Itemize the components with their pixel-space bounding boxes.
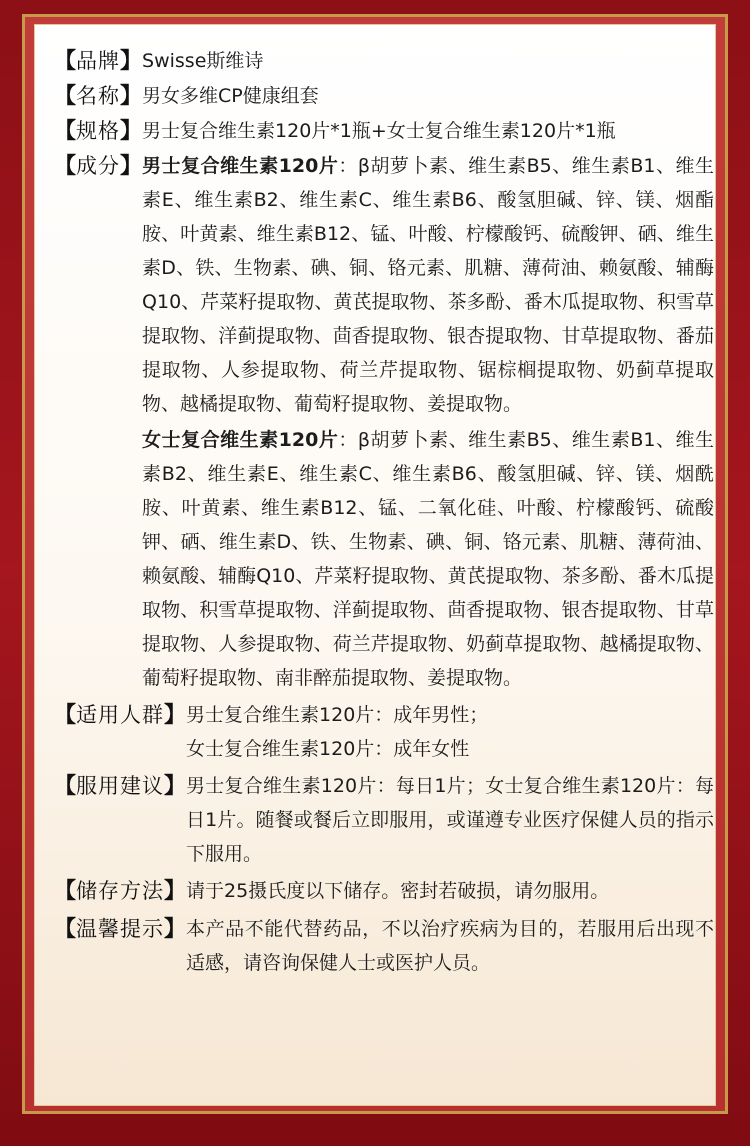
label-spec: 【规格】 [54, 119, 143, 144]
value-tips: 本产品不能代替药品，不以治疗疾病为目的，若服用后出现不适感，请咨询保健人士或医护人员。 [186, 918, 714, 974]
value-name: 男女多维CP健康组套 [142, 85, 319, 107]
value-storage: 请于25摄氏度以下储存。密封若破损，请勿服用。 [186, 880, 610, 902]
row-tips [54, 912, 714, 980]
ingredients-women-title: 女士复合维生素120片 [142, 429, 339, 451]
label-tips: 【温馨提示】 [54, 917, 187, 942]
row-storage [54, 874, 714, 909]
label-usage: 【服用建议】 [54, 774, 187, 799]
label-ingredients: 【成分】 [54, 154, 143, 179]
ingredients-men-title: 男士复合维生素120片 [142, 155, 339, 177]
info-panel [34, 24, 716, 1106]
value-target [186, 698, 714, 766]
row-brand [54, 44, 714, 79]
row-usage [54, 769, 714, 871]
label-storage: 【储存方法】 [54, 879, 187, 904]
ingredients-women [142, 423, 714, 695]
row-target [54, 698, 714, 766]
ingredients-men [142, 149, 714, 421]
value-usage: 男士复合维生素120片：每日1片；女士复合维生素120片：每日1片。随餐或餐后立即服用，或谨遵专业医疗保健人员的指示下服用。 [186, 775, 714, 865]
value-spec: 男士复合维生素120片*1瓶+女士复合维生素120片*1瓶 [142, 120, 616, 142]
row-spec [54, 114, 714, 149]
product-info-list [54, 44, 714, 980]
row-name [54, 79, 714, 114]
label-brand: 【品牌】 [54, 49, 143, 74]
value-ingredients [142, 149, 714, 695]
target-women: 女士复合维生素120片：成年女性 [186, 738, 470, 760]
ingredients-men-list: ：β胡萝卜素、维生素B5、维生素B1、维生素E、维生素B2、维生素C、维生素B6、酸氢胆碱、锌、镁、烟酯胺、叶黄素、维生素B12、锰、叶酸、柠檬酸钙、硫酸钾、硒、维生素D、铁、生物素、碘、铜、铬元素、肌糖、薄荷油、赖氨酸、辅酶Q10、芹菜籽提取物、黄芪提取物、茶多酚、番木瓜提取物、积雪草提取物、洋蓟提取物、茴香提取物、银杏提取物、甘草提取物、番茄提取物、人参提取物、荷兰芹提取物、锯棕榈提取物、奶蓟草提取物、越橘提取物、葡萄籽提取物、姜提取物。 [142, 155, 714, 415]
ingredients-women-list: ：β胡萝卜素、维生素B5、维生素B1、维生素B2、维生素E、维生素C、维生素B6、酸氢胆碱、锌、镁、烟酰胺、叶黄素、维生素B12、锰、二氧化硅、叶酸、柠檬酸钙、硫酸钾、硒、维生素D、铁、生物素、碘、铜、铬元素、肌糖、薄荷油、赖氨酸、辅酶Q10、芹菜籽提取物、黄芪提取物、茶多酚、番木瓜提取物、积雪草提取物、洋蓟提取物、茴香提取物、银杏提取物、甘草提取物、人参提取物、荷兰芹提取物、奶蓟草提取物、越橘提取物、葡萄籽提取物、南非醉茄提取物、姜提取物。 [142, 429, 714, 689]
label-name: 【名称】 [54, 84, 143, 109]
value-brand: Swisse斯维诗 [142, 50, 264, 72]
row-ingredients [54, 149, 714, 695]
target-men: 男士复合维生素120片：成年男性； [186, 704, 489, 726]
label-target: 【适用人群】 [54, 703, 187, 728]
